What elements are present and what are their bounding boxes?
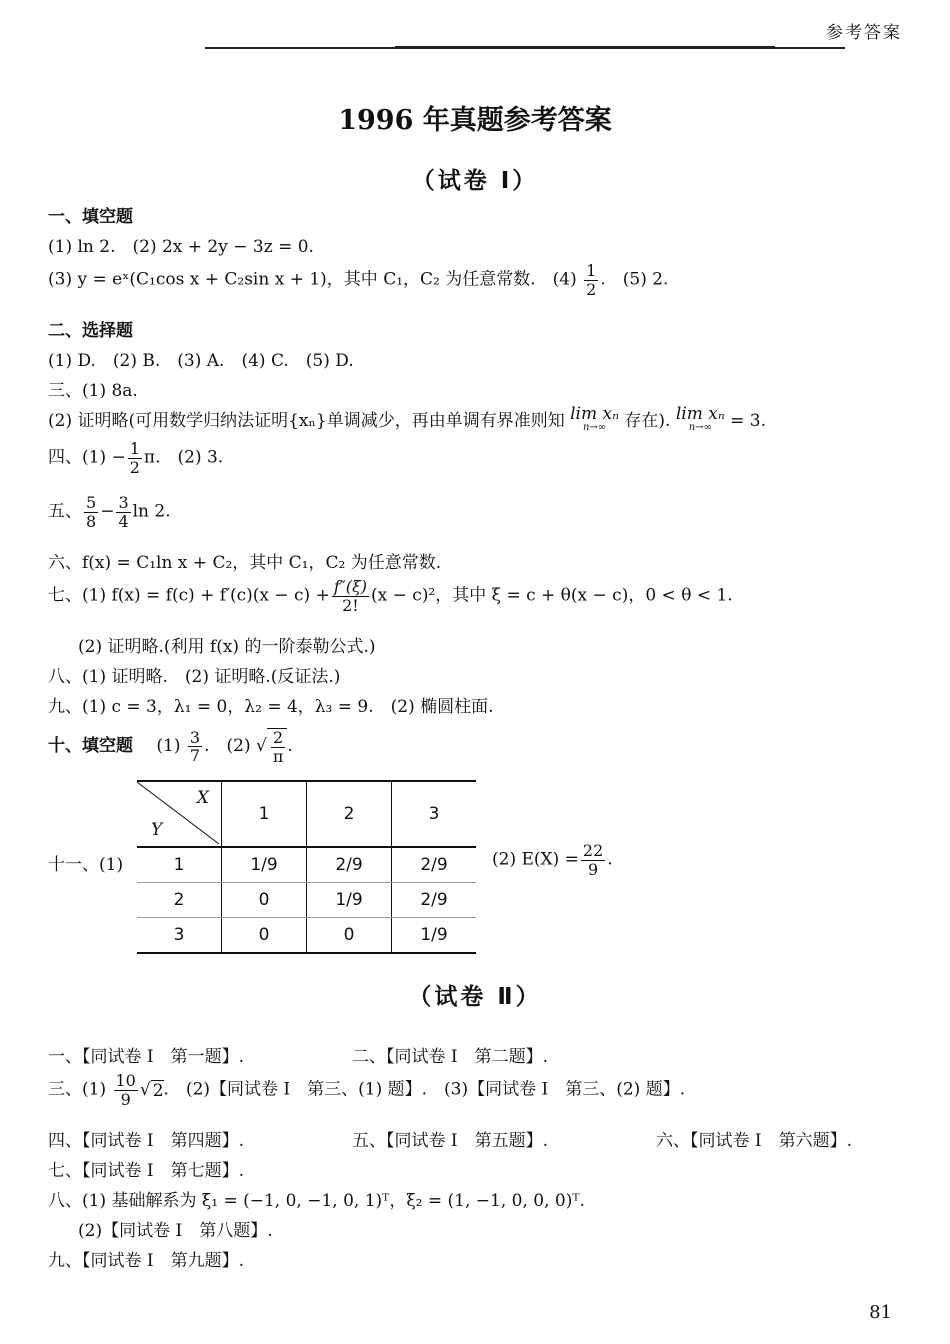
table-cell: 1/9: [307, 883, 392, 918]
table-y-label: Y: [151, 820, 163, 840]
section9-line: 九、(1) c = 3，λ₁ = 0，λ₂ = 4，λ₃ = 9. (2) 椭圆柱面.: [48, 697, 494, 717]
table-cell: 0: [222, 883, 307, 918]
section7-line2: (2) 证明略.(利用 f(x) 的一阶泰勒公式.): [78, 637, 376, 657]
page-number: 81: [869, 1302, 892, 1323]
table-cell: 2/9: [307, 847, 392, 883]
section1-line1: (1) ln 2. (2) 2x + 2y − 3z = 0.: [48, 237, 314, 257]
section6-line: 六、f(x) = C₁ln x + C₂，其中 C₁，C₂ 为任意常数.: [48, 553, 442, 573]
table-cell: 1: [137, 847, 222, 883]
table-header-cell: 3: [392, 781, 477, 847]
section7-line1: 七、(1) f(x) = f(c) + f′(c)(x − c) + $\frac{f''(\xi)}{2!}$ (x − c)²，其中 ξ = c + θ(x − c)，0 < θ < 1.: [48, 577, 733, 615]
sqrt-two-over-pi: √ $\frac{2}{\pi}$: [256, 728, 287, 765]
table-header-cell: 2: [307, 781, 392, 847]
fraction-three-quarters: $\frac{3}{4}$: [118, 493, 129, 531]
table-x-label: X: [196, 788, 209, 808]
table-cell: 0: [222, 918, 307, 954]
paper1-heading: （试卷 Ⅰ）: [411, 168, 539, 194]
table-cell: 2/9: [392, 883, 477, 918]
fraction-three-sevenths: $\frac{3}{7}$: [189, 727, 201, 766]
table-cell: 1/9: [222, 847, 307, 883]
fraction-one-half: $\frac{1}{2}$: [586, 261, 597, 299]
table-cell: 3: [137, 918, 222, 954]
section4-line: 四、(1) − $\frac{1}{2}$ π. (2) 3.: [48, 439, 224, 477]
paper2-line1b: 二、【同试卷 Ⅰ 第二题】.: [352, 1047, 549, 1067]
page-title: 1996 年真题参考答案: [338, 105, 612, 136]
paper2-heading: （试卷 Ⅱ）: [408, 984, 542, 1010]
table-cell: 0: [307, 918, 392, 954]
fraction-five-eighths: $\frac{5}{8}$: [86, 493, 97, 531]
fraction-taylor: $\frac{f''(\xi)}{2!}$: [333, 577, 368, 615]
header-rule: [205, 47, 845, 49]
table-corner-cell: [137, 781, 222, 847]
section1-line2-tail: . (5) 2.: [600, 269, 669, 290]
sqrt-two: √ 2: [139, 1079, 164, 1101]
section3-line2-mid: 存在).: [624, 411, 671, 431]
limit-expression-2: lim xₙ n→∞: [675, 404, 725, 433]
section1-title: 一、填空题: [48, 207, 133, 227]
section11-label: 十一、(1): [48, 855, 124, 875]
section3-line2-text: (2) 证明略(可用数学归纳法证明{xₙ}单调减少，再由单调有界准则知: [48, 411, 565, 431]
section11-expectation: (2) E(X) = $\frac{22}{9}$ .: [492, 841, 613, 879]
table-cell: 1/9: [392, 918, 477, 954]
section2-title: 二、选择题: [48, 321, 133, 341]
paper2-line4: 七、【同试卷 Ⅰ 第七题】.: [48, 1161, 245, 1181]
section2-line1: (1) D. (2) B. (3) A. (4) C. (5) D.: [48, 351, 354, 371]
table-row: [137, 918, 476, 954]
distribution-table: [137, 780, 476, 954]
section3-line1: 三、(1) 8a.: [48, 381, 138, 401]
table-cell: 2: [137, 883, 222, 918]
paper2-line3a: 四、【同试卷 Ⅰ 第四题】.: [48, 1131, 245, 1151]
table-cell: 2/9: [392, 847, 477, 883]
section10-line: 十、填空题 (1) $\frac{3}{7}$ . (2) √ $\frac{2}{\pi}$ .: [48, 727, 293, 766]
fraction-22-ninths: $\frac{22}{9}$: [582, 841, 604, 879]
table-row: [137, 847, 476, 883]
paper2-line7: 九、【同试卷 Ⅰ 第九题】.: [48, 1251, 245, 1271]
limit-expression-1: lim xₙ n→∞: [570, 404, 619, 433]
section3-line2: [48, 406, 766, 433]
paper2-line3b: 五、【同试卷 Ⅰ 第五题】.: [352, 1131, 549, 1151]
section1-line2-text: (3) y = eˣ(C₁cos x + C₂sin x + 1)，其中 C₁，C₂ 为任意常数. (4): [48, 269, 577, 290]
section3-line2-tail: = 3.: [730, 411, 766, 431]
running-header: 参考答案: [826, 23, 902, 43]
section5-line: 五、 $\frac{5}{8}$ − $\frac{3}{4}$ ln 2.: [48, 493, 171, 531]
section1-line2: [48, 262, 668, 298]
fraction-s4: $\frac{1}{2}$: [129, 439, 140, 477]
paper2-line5: 八、(1) 基础解系为 ξ₁ = (−1, 0, −1, 0, 1)ᵀ，ξ₂ = (1, −1, 0, 0, 0)ᵀ.: [48, 1191, 585, 1211]
table-row: [137, 883, 476, 918]
paper2-line3c: 六、【同试卷 Ⅰ 第六题】.: [656, 1131, 853, 1151]
paper2-line2: 三、(1) $\frac{10}{9}$ √ 2. (2)【同试卷 Ⅰ 第三、(1) 题】. (3)【同试卷 Ⅰ 第三、(2) 题】.: [48, 1071, 686, 1109]
paper2-line6: (2)【同试卷 Ⅰ 第八题】.: [78, 1221, 273, 1241]
section8-line: 八、(1) 证明略. (2) 证明略.(反证法.): [48, 667, 341, 687]
fraction-ten-ninths: $\frac{10}{9}$: [115, 1071, 136, 1109]
paper2-line1a: 一、【同试卷 Ⅰ 第一题】.: [48, 1047, 245, 1067]
table-header-cell: 1: [222, 781, 307, 847]
